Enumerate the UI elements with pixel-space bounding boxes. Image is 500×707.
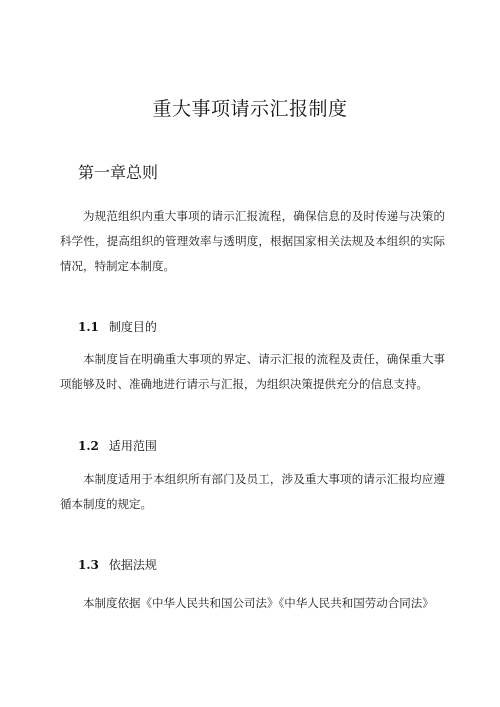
section-title: 依据法规 [108, 558, 157, 572]
section-heading-1-2 [78, 437, 157, 454]
chapter-title: 第一章总则 [78, 163, 159, 182]
section-title: 适用范围 [108, 439, 157, 453]
section-number: 1.1 [78, 320, 99, 334]
section-paragraph-1-2: 本制度适用于本组织所有部门及员工，涉及重大事项的请示汇报均应遵循本制度的规定。 [60, 472, 445, 511]
section-paragraph-1-3: 本制度依据《中华人民共和国公司法》《中华人民共和国劳动合同法》 [83, 596, 434, 610]
section-heading-1-3 [78, 556, 157, 573]
section-paragraph-1-1: 本制度旨在明确重大事项的界定、请示汇报的流程及责任，确保重大事项能够及时、准确地进行请示与汇报，为组织决策提供充分的信息支持。 [60, 352, 445, 391]
chapter-intro-paragraph: 为规范组织内重大事项的请示汇报流程，确保信息的及时传递与决策的科学性，提高组织的管理效率与透明度，根据国家相关法规及本组织的实际情况，特制定本制度。 [60, 209, 445, 273]
section-heading-1-1 [78, 318, 157, 335]
document-title: 重大事项请示汇报制度 [152, 98, 348, 120]
section-number: 1.2 [78, 439, 99, 453]
section-title: 制度目的 [108, 320, 157, 334]
section-number: 1.3 [78, 558, 99, 572]
